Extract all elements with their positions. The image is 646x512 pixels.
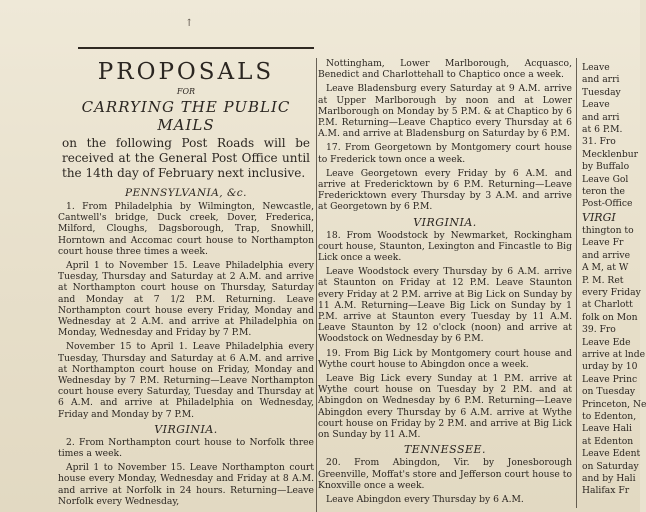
- schedule-paragraph: Leave Georgetown every Friday by 6 A.M. and arrive at Fredericktown by 6 P.M. Returning—Leave Fredericktown every Thursday by 3 A.M. and arrive at Georgetown by 6 P.M.: [318, 167, 572, 213]
- schedule-paragraph: April 1 to November 15. Leave Philadelphia every Tuesday, Thursday and Saturday at 2 A.M. and arrive at Northampton court house on Thursday, Saturday and Monday at 7 1/2 P.M. Returning. Leave Northampton court house every Friday, Monday and Wednesday at 2 A.M. and arrive at Philadelphia on Monday, Wednesday and Friday by 7 P.M.: [58, 260, 314, 339]
- fragment-line: Leave Gol: [582, 173, 629, 185]
- document-title: PROPOSALS: [97, 59, 275, 85]
- fragment-line: Leave Ede: [582, 336, 631, 348]
- schedule-paragraph: Leave Big Lick every Sunday at 1 P.M. arrive at Wythe court house on Tuesday by 2 P.M. and at Abingdon on Wednesday by 6 P.M. Returning—Leave Abingdon every Thursday by 6 A.M. arrive at Wythe court house on Friday by 2 P.M. and arrive at Big Lick on Sunday by 11 A.M.: [318, 373, 572, 441]
- intro-text: on the following Post Roads will be received at the General Post Office until the 14th day of February next inclusive.: [62, 136, 310, 180]
- schedule-paragraph: November 15 to April 1. Leave Philadelphia every Tuesday, Thursday and Saturday at 6 A.M. and arrive at Northampton court house on Friday, Monday and Wednesday by 7 P.M. Returning—Leave Northampton court house every Saturday, Tuesday and Thursday at 6 A.M. and arrive at Philadelphia on Wednesday, Friday and Monday by 7 P.M.: [58, 341, 314, 420]
- schedule-paragraph: Leave Bladensburg every Saturday at 9 A.M. arrive at Upper Marlborough by noon and at Lower Marlborough on Monday by 5 P.M. & at Chaptico by 6 P.M. Returning—Leave Chaptico every Thursday at 6 A.M. and arrive at Bladensburg on Saturday by 6 P.M.: [318, 83, 572, 140]
- for-word: FOR: [176, 87, 196, 96]
- route-paragraph: Nottingham, Lower Marlborough, Acquasco, Benedict and Charlottehall to Chaptico once a week.: [318, 58, 572, 81]
- fragment-line: A M, at W: [582, 262, 629, 274]
- fragment-line: thington to: [582, 224, 634, 236]
- route-paragraph: 2. From Northampton court house to Norfolk three times a week.: [58, 436, 314, 460]
- fragment-line: 31. Fro: [582, 136, 616, 148]
- column-middle: [318, 58, 572, 512]
- route-paragraph: 17. From Georgetown by Montgomery court house to Frederick town once a week.: [318, 142, 572, 165]
- fragment-line: on Saturday: [582, 460, 639, 472]
- fragment-line: teron the: [582, 186, 625, 198]
- route-paragraph: 1. From Philadelphia by Wilmington, Newcastle, Cantwell's bridge, Duck creek, Dover, Frederica, Milford, Cloughs, Dagsborough, Trap, Snowhill, Horntown and Accomac court house to Northampton court house three times a week.: [58, 201, 314, 257]
- fragment-line: Leave Edent: [582, 448, 641, 460]
- fragment-line: 39. Fro: [582, 324, 616, 336]
- column-left: [58, 40, 314, 512]
- fragment-line: Halifax Fr: [582, 485, 630, 497]
- section-heading: VIRGINIA.: [154, 422, 218, 436]
- fragment-line: Leave Fr: [582, 237, 624, 249]
- schedule-paragraph: Leave Woodstock every Thursday by 6 A.M. arrive at Staunton on Friday at 12 P.M. Leave Staunton every Friday at 2 P.M. arrive at Big Lick on Sunday by 11 A.M. Returning—Leave Big Lick on Sunday by 1 P.M. arrive at Staunton every Tuesday by 11 A.M. Leave Staunton by 12 o'clock (noon) and arrive at Woodstock on Wednesday by 6 P.M.: [318, 266, 572, 345]
- fragment-line: Princeton, Ne: [582, 398, 646, 410]
- section-heading: VIRGINIA.: [413, 215, 477, 229]
- route-paragraph: 18. From Woodstock by Newmarket, Rockingham court house, Staunton, Lexington and Fincastle to Big Lick once a week.: [318, 229, 572, 264]
- fragment-line: and arri: [582, 111, 620, 123]
- fragment-line: Leave: [582, 62, 610, 73]
- fragment-line: and arri: [582, 74, 620, 86]
- fragment-line: Leave Princ: [582, 373, 638, 385]
- column-rule: [576, 58, 577, 508]
- fragment-line: folk on Mon: [582, 311, 638, 323]
- fragment-line: at Edenton: [582, 435, 634, 447]
- fragment-line: Leave Hali: [582, 423, 632, 435]
- section-heading: TENNESSEE.: [403, 443, 487, 457]
- section-heading: PENNSYLVANIA, &c.: [124, 187, 248, 199]
- fragment-line: VIRGI: [582, 210, 616, 224]
- schedule-paragraph: April 1 to November 15. Leave Northampton court house every Monday, Wednesday and Friday at 8 A.M. and arrive at Norfolk in 24 hours. Returning—Leave Norfolk every Wednesday,: [58, 462, 314, 507]
- fragment-line: Mecklenbur: [582, 148, 639, 160]
- fragment-line: to Edenton,: [582, 410, 637, 422]
- route-paragraph: 20. From Abingdon, Vir. by Jonesborough Greenville, Moffat's store and Jefferson court house to Knoxville once a week.: [318, 457, 572, 491]
- fragment-line: urday by 10: [582, 361, 638, 373]
- column-rule: [316, 58, 317, 512]
- column-right-fragment: [582, 62, 646, 512]
- fragment-line: every Friday: [582, 286, 641, 298]
- fragment-line: at 6 P.M.: [582, 124, 623, 136]
- fragment-line: at Charlott: [582, 299, 633, 311]
- fragment-line: Leave: [582, 99, 610, 111]
- fragment-line: Post-Office: [582, 198, 633, 210]
- fragment-line: on Tuesday: [582, 386, 636, 398]
- fragment-line: by Buffalo: [582, 161, 630, 173]
- fragment-line: Tuesday: [582, 86, 621, 98]
- fragment-line: and by Hali: [582, 473, 636, 484]
- ink-mark: ↑: [185, 18, 194, 29]
- fragment-line: P. M. Ret: [582, 274, 624, 286]
- fragment-line: and arrive: [582, 249, 631, 261]
- document-subtitle: CARRYING THE PUBLIC MAILS: [81, 98, 291, 134]
- fragment-line: arrive at lnde: [582, 348, 646, 360]
- route-paragraph: 19. From Big Lick by Montgomery court house and Wythe court house to Abingdon once a week.: [318, 347, 572, 370]
- schedule-paragraph: Leave Abingdon every Thursday by 6 A.M.: [326, 493, 524, 505]
